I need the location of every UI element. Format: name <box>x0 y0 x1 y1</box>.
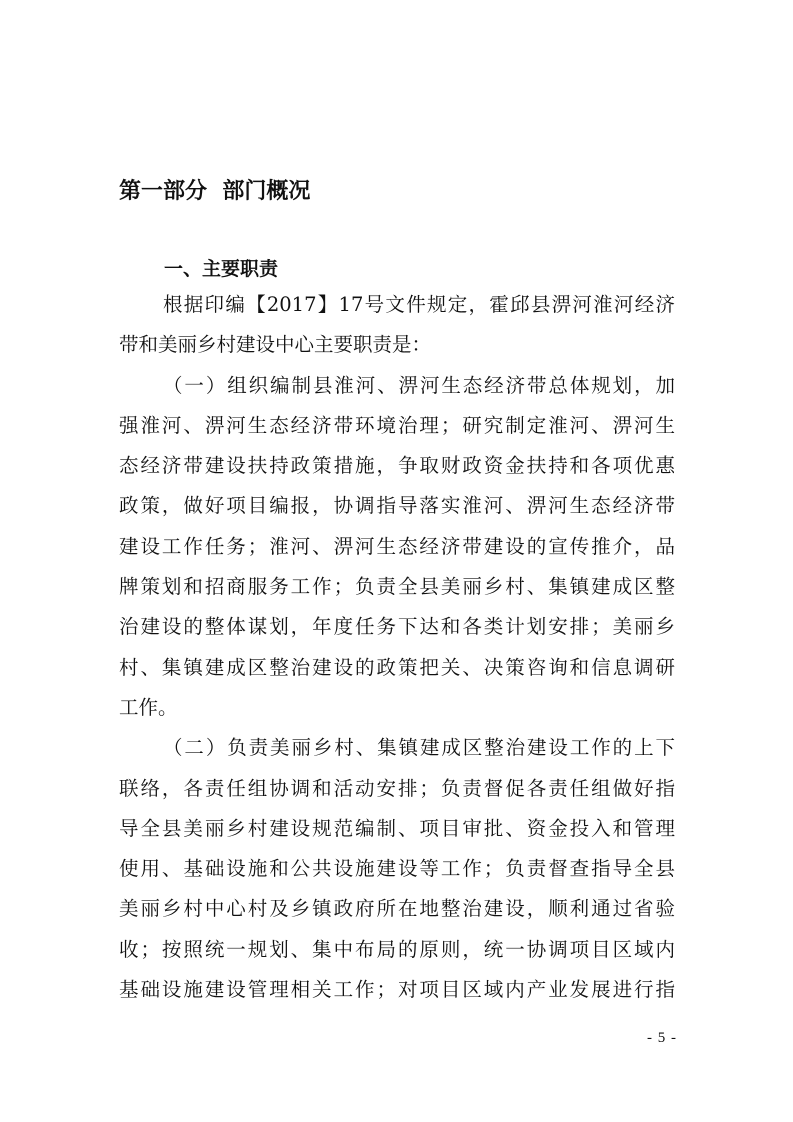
text-line: 使用、基础设施和公共设施建设等工作；负责督查指导全县 <box>119 857 675 881</box>
text-line: 美丽乡村中心村及乡镇政府所在地整治建设，顺利通过省验 <box>119 897 675 921</box>
text-line: 态经济带建设扶持政策措施，争取财政资金扶持和各项优惠 <box>119 454 675 478</box>
text-line: 强淮河、淠河生态经济带环境治理；研究制定淮河、淠河生 <box>119 413 675 437</box>
text-line: （二）负责美丽乡村、集镇建成区整治建设工作的上下 <box>163 736 675 760</box>
text-line: 政策，做好项目编报，协调指导落实淮河、淠河生态经济带 <box>119 494 675 518</box>
section-title: 一、主要职责 <box>164 258 279 280</box>
text-line: 基础设施建设管理相关工作；对项目区域内产业发展进行指 <box>119 978 675 1002</box>
text-line: 建设工作任务；淮河、淠河生态经济带建设的宣传推介，品 <box>119 534 675 558</box>
page-number: - 5 - <box>647 1030 677 1046</box>
paragraph-item-2 <box>119 728 675 1010</box>
text-line: 带和美丽乡村建设中心主要职责是： <box>119 333 432 357</box>
text-line: 根据印编【2017】17号文件规定，霍邱县淠河淮河经济 <box>163 293 675 316</box>
paragraph-item-1 <box>119 366 675 729</box>
text-line: 治建设的整体谋划，年度任务下达和各类计划安排；美丽乡 <box>119 615 675 639</box>
text-line: 村、集镇建成区整治建设的政策把关、决策咨询和信息调研 <box>119 655 675 679</box>
document-body <box>119 285 675 1010</box>
text-line: （一）组织编制县淮河、淠河生态经济带总体规划，加 <box>163 373 675 397</box>
paragraph-intro <box>119 285 675 366</box>
text-line: 工作。 <box>119 695 178 719</box>
text-line: 导全县美丽乡村建设规范编制、项目审批、资金投入和管理 <box>119 816 675 840</box>
text-line: 收；按照统一规划、集中布局的原则，统一协调项目区域内 <box>119 937 675 961</box>
text-line: 牌策划和招商服务工作；负责全县美丽乡村、集镇建成区整 <box>119 575 675 599</box>
part-title: 第一部分 部门概况 <box>119 179 311 204</box>
text-line: 联络，各责任组协调和活动安排；负责督促各责任组做好指 <box>119 776 675 800</box>
